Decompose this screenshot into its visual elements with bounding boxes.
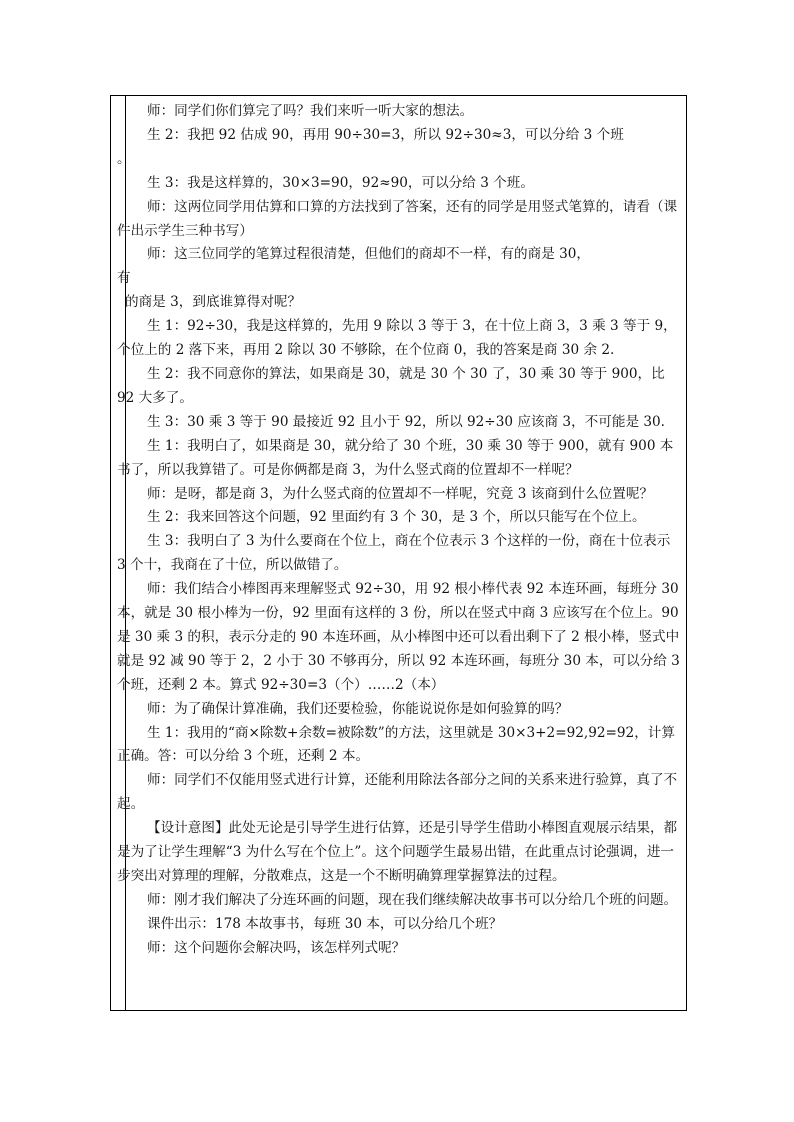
lesson-transcript (117, 100, 683, 961)
paragraph: 生 3：我明白了 3 为什么要商在个位上，商在个位表示 3 个这样的一份，商在十位表示 3 个十，我商在了十位，所以做错了。 (117, 533, 671, 574)
paragraph: 生 3：我是这样算的，30×3=90，92≈90，可以分给 3 个班。 (147, 174, 534, 191)
paragraph: 的商是 3，到底谁算得对呢？ (125, 294, 302, 311)
paragraph: 生 2：我把 92 估成 90，再用 90÷30=3，所以 92÷30≈3，可以分给 3 个班 (147, 126, 624, 143)
paragraph: 生 1：我用的“商×除数+余数=被除数”的方法，这里就是 30×3+2=92,92=92，计算正确。答：可以分给 3 个班，还剩 2 本。 (117, 724, 675, 765)
design-intent-paragraph: 【设计意图】此处无论是引导学生进行估算，还是引导学生借助小棒图直观展示结果，都是为了让学生理解“3 为什么写在个位上”。这个问题学生最易出错，在此重点讨论强调，进一步突出对算理的理解，分散难点，这是一个不断明确算理掌握算法的过程。 (117, 820, 678, 884)
paragraph: 生 1：我明白了，如果商是 30，就分给了 30 个班，30 乘 30 等于 900，就有 900 本书了，所以我算错了。可是你俩都是商 3，为什么竖式商的位置却不一样呢？ (117, 437, 674, 478)
paragraph: 生 2：我不同意你的算法，如果商是 30，就是 30 个 30 了，30 乘 30 等于 900，比 92 大多了。 (117, 365, 665, 406)
paragraph: 生 1：92÷30，我是这样算的，先用 9 除以 3 等于 3，在十位上商 3，3 乘 3 等于 9，个位上的 2 落下来，再用 2 除以 30 不够除，在个位商 0，我的答案是商 30 余 2. (117, 318, 677, 359)
paragraph: 生 2：我来回答这个问题，92 里面约有 3 个 30，是 3 个，所以只能写在个位上。 (147, 509, 646, 526)
paragraph: 师：为了确保计算准确，我们还要检验，你能说说你是如何验算的吗？ (147, 700, 569, 717)
paragraph: 师：同学们你们算完了吗？我们来听一听大家的想法。 (147, 103, 474, 119)
paragraph: 师：这个问题你会解决吗，该怎样列式呢？ (147, 939, 406, 956)
paragraph: 生 3：30 乘 3 等于 90 最接近 92 且小于 92，所以 92÷30 应该商 3，不可能是 30. (147, 413, 665, 430)
lesson-table-cell (110, 95, 687, 1011)
paragraph: 。 (117, 150, 131, 167)
paragraph: 课件出示：178 本故事书，每班 30 本，可以分给几个班？ (147, 915, 503, 932)
paragraph: 有 (117, 270, 131, 287)
paragraph: 师：我们结合小棒图再来理解竖式 92÷30，用 92 根小棒代表 92 本连环画，每班分 30 本，就是 30 根小棒为一份，92 里面有这样的 3 份，所以在竖式中商 3 应该写在个位上。90 是 30 乘 3 的积，表示分走的 90 本连环画，从小棒图中还可以看出剩下了 2 根小棒，竖式中就是 92 减 90 等于 2，2 小于 30 不够再分，所以 92 本连环画，每班分 30 本，可以分给 3 个班，还剩 2 本。算式 92÷30=3（个）……2（本） (117, 581, 680, 693)
paragraph: 师：刚才我们解决了分连环画的问题，现在我们继续解决故事书可以分给几个班的问题。 (147, 891, 678, 908)
paragraph: 师：这两位同学用估算和口算的方法找到了答案，还有的同学是用竖式笔算的，请看（课件出示学生三种书写） (117, 198, 678, 239)
paragraph: 师：同学们不仅能用竖式进行计算，还能利用除法各部分之间的关系来进行验算，真了不起。 (117, 772, 678, 813)
paragraph: 师：这三位同学的笔算过程很清楚，但他们的商却不一样，有的商是 30， (147, 246, 591, 263)
paragraph: 师：是呀，都是商 3，为什么竖式商的位置却不一样呢，究竟 3 该商到什么位置呢？ (147, 485, 654, 502)
